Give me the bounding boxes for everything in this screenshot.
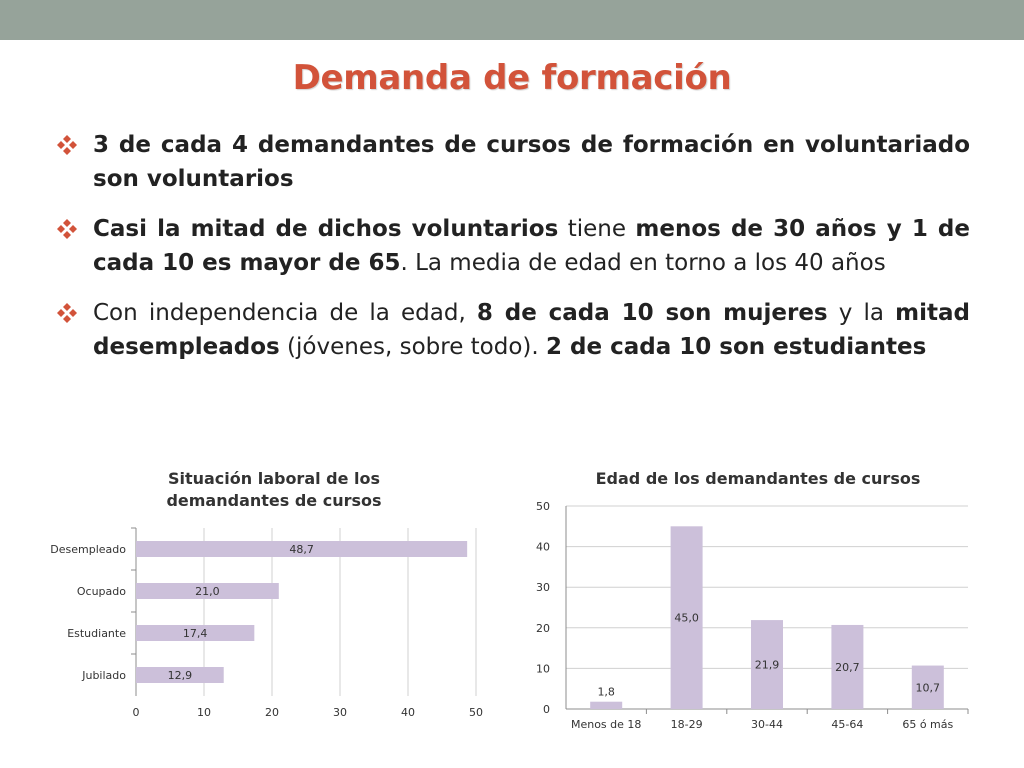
bullet-item	[56, 296, 970, 364]
diamond-petal	[63, 303, 71, 311]
diamond-bullet-icon	[56, 302, 78, 324]
x-tick-label: 30	[333, 706, 347, 719]
category-label: Desempleado	[50, 543, 126, 556]
chart1-title-line: Situación laboral de los	[167, 469, 381, 488]
bar	[590, 702, 622, 709]
diamond-petal	[69, 225, 77, 233]
data-label: 10,7	[915, 681, 941, 695]
diamond-bullet-icon	[56, 218, 78, 240]
bullet-item	[56, 212, 970, 280]
y-tick-label: 30	[536, 581, 550, 595]
category-label: 18-29	[670, 718, 703, 731]
x-tick-label: 50	[469, 706, 483, 719]
bullet-segment: y la	[827, 300, 896, 326]
data-label: 1,8	[597, 685, 615, 699]
bullet-segment: 3 de cada 4 demandantes de cursos de formación en voluntariado son voluntarios	[93, 132, 970, 192]
y-tick-label: 40	[536, 540, 550, 554]
data-label: 45,0	[674, 611, 699, 625]
data-label: 48,7	[289, 543, 314, 556]
bullet-text	[93, 300, 970, 360]
bullet-segment: menos de 30 años y 1 de cada 10 es mayor de 65	[93, 216, 970, 276]
chart1-title-line: demandantes de cursos	[166, 491, 382, 510]
bullet-segment: mitad desempleados	[93, 300, 970, 360]
chart1-title	[124, 468, 424, 512]
bullet-item	[56, 128, 970, 196]
x-tick-label: 0	[132, 706, 140, 719]
bullet-segment: (jóvenes, sobre todo).	[279, 334, 547, 360]
x-tick-label: 20	[265, 706, 279, 719]
bullet-text	[93, 216, 970, 276]
category-label: 45-64	[831, 718, 864, 731]
bullet-segment: 2 de cada 10 son estudiantes	[546, 334, 927, 360]
y-tick-label: 10	[536, 662, 550, 676]
y-tick-label: 0	[543, 703, 550, 716]
diamond-petal	[57, 309, 65, 317]
diamond-petal	[63, 135, 71, 143]
category-label: Estudiante	[67, 627, 126, 640]
x-tick-label: 40	[401, 706, 415, 719]
category-label: 65 ó más	[902, 718, 954, 731]
bullet-list	[56, 128, 970, 380]
diamond-petal	[63, 315, 71, 323]
y-tick-label: 20	[536, 621, 550, 635]
bullet-segment: Con independencia de la edad,	[93, 300, 477, 326]
data-label: 21,0	[195, 585, 220, 598]
diamond-bullet-shape	[57, 303, 77, 323]
diamond-petal	[57, 141, 65, 149]
data-label: 20,7	[835, 660, 860, 674]
chart2-title: Edad de los demandantes de cursos	[595, 469, 921, 488]
category-label: Menos de 18	[570, 718, 642, 731]
bullet-text	[93, 132, 970, 192]
category-label: Jubilado	[82, 669, 126, 682]
x-tick-label: 10	[197, 706, 211, 719]
bullet-segment: tiene	[558, 216, 636, 242]
diamond-petal	[63, 147, 71, 155]
chart-edad-demandantes	[528, 494, 988, 744]
diamond-petal	[57, 225, 65, 233]
diamond-petal	[63, 231, 71, 239]
category-label: 30-44	[751, 718, 783, 731]
diamond-bullet-shape	[57, 135, 77, 155]
bullet-segment: Casi la mitad de dichos voluntarios	[93, 216, 559, 242]
data-label: 12,9	[167, 669, 193, 682]
y-tick-label: 50	[536, 500, 550, 513]
top-accent-bar	[0, 0, 1024, 40]
category-label: Ocupado	[76, 585, 126, 598]
diamond-bullet-shape	[57, 219, 77, 239]
data-label: 21,9	[754, 658, 780, 672]
chart-situacion-laboral	[40, 520, 500, 730]
bullet-segment: 8 de cada 10 son mujeres	[476, 300, 828, 326]
data-label: 17,4	[182, 627, 208, 640]
bullet-segment: . La media de edad en torno a los 40 años	[400, 250, 886, 276]
diamond-petal	[69, 309, 77, 317]
slide-title: Demanda de formación	[292, 58, 732, 98]
diamond-bullet-icon	[56, 134, 78, 156]
diamond-petal	[63, 219, 71, 227]
diamond-petal	[69, 141, 77, 149]
